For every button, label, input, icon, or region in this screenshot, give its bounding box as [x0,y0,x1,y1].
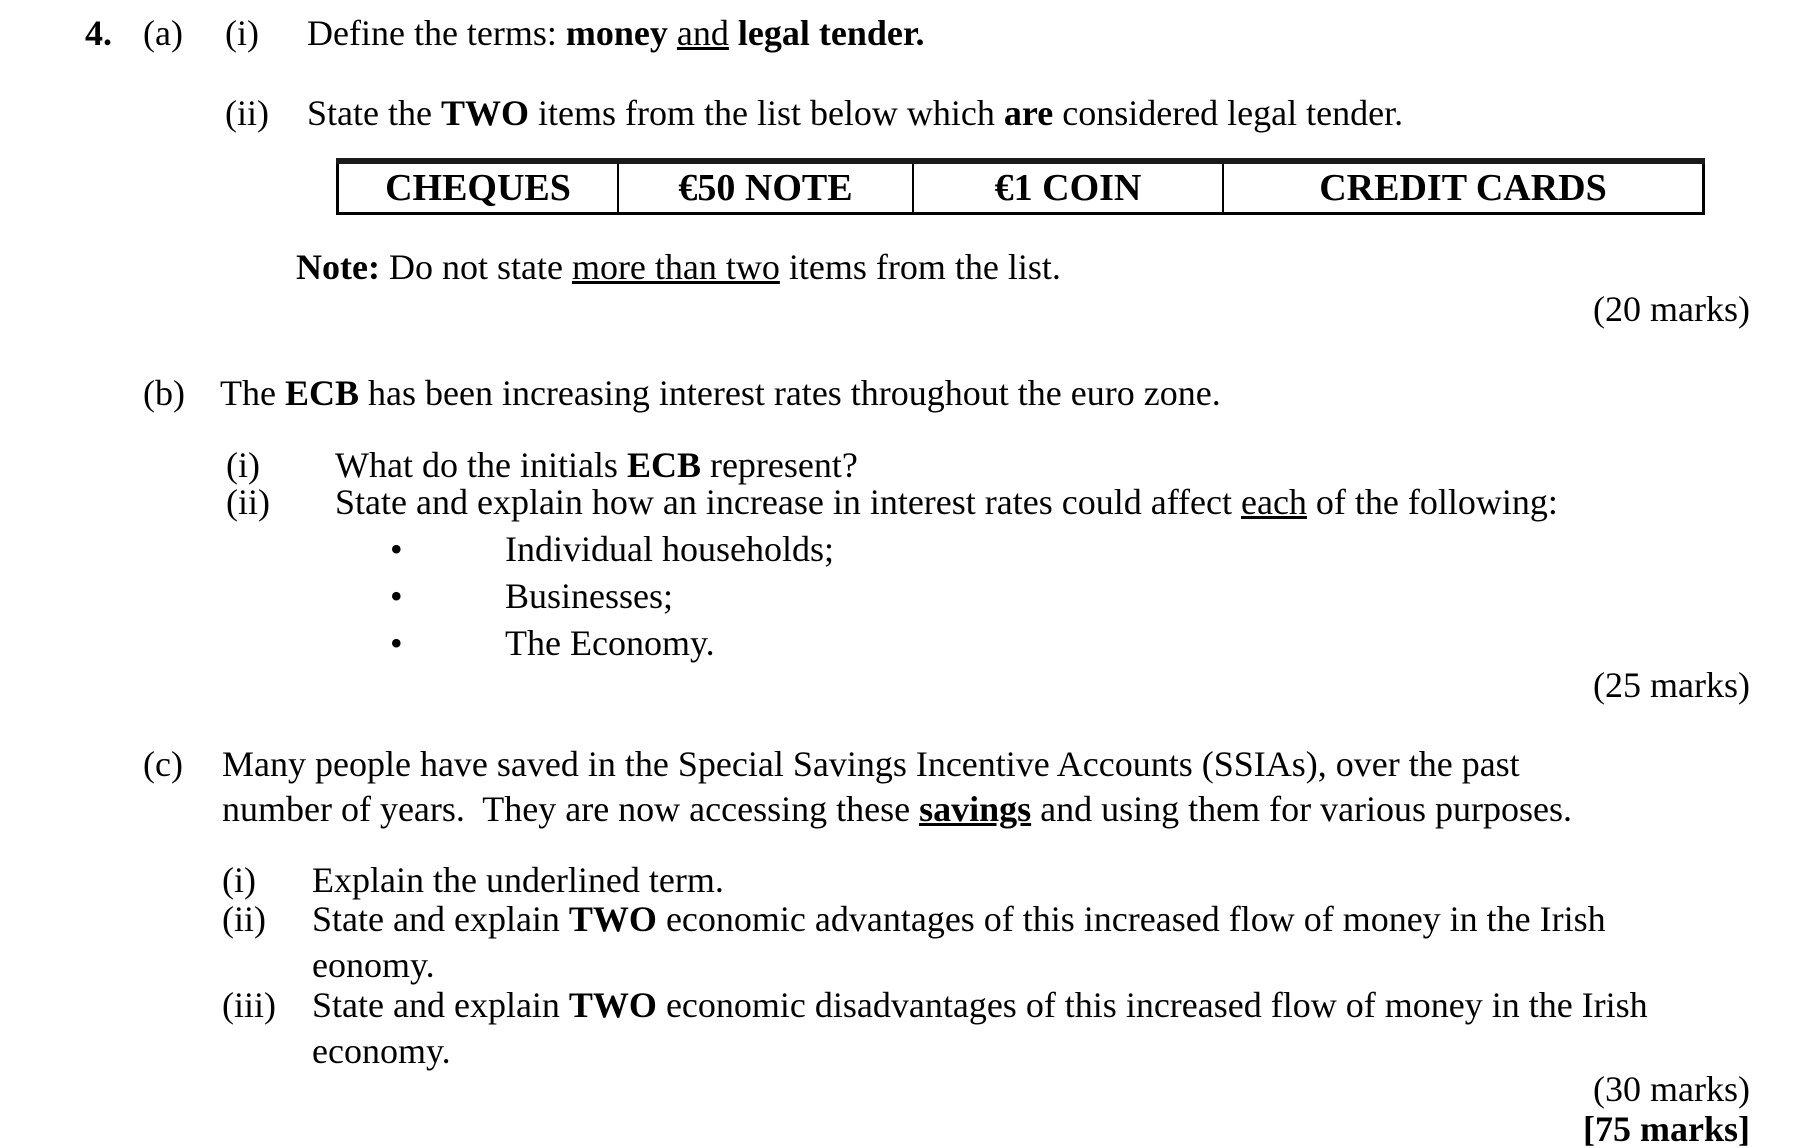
table-row [338,161,1704,214]
note-text: Note: Do not state more than two items from the list. [296,247,1061,287]
bullet-icon: • [390,529,403,569]
part-c-intro-line2: number of years. They are now accessing these savings and using them for various purposes. [222,789,1573,829]
part-a-item-ii-text: State the TWO items from the list below which are considered legal tender. [307,93,1404,133]
part-c-item-iii-line2: economy. [312,1031,451,1071]
part-b-item-ii-text: State and explain how an increase in interest rates could affect each of the following: [335,482,1558,522]
bullet-item-businesses: Businesses; [505,576,674,616]
question-number: 4. [85,13,112,53]
part-a-marks: (20 marks) [1593,289,1750,329]
part-c-item-ii-line2: eonomy. [312,945,435,985]
part-b-item-ii-label: (ii) [226,482,270,522]
part-b-item-i-text: What do the initials ECB represent? [335,445,858,485]
part-c-label: (c) [143,744,183,784]
part-c-marks: (30 marks) [1593,1069,1750,1109]
table-cell-1-coin: €1 COIN [913,161,1223,214]
part-c-intro-line1: Many people have saved in the Special Savings Incentive Accounts (SSIAs), over the past [222,744,1520,784]
part-a-item-ii-label: (ii) [225,93,269,133]
bullet-item-economy: The Economy. [505,623,715,663]
part-b-marks: (25 marks) [1593,665,1750,705]
part-c-item-iii-label: (iii) [222,985,276,1025]
part-a-label: (a) [143,13,183,53]
part-b-label: (b) [143,373,185,413]
part-c-item-iii-line1: State and explain TWO economic disadvantages of this increased flow of money in the Irish [312,985,1648,1025]
legal-tender-table [336,158,1705,215]
part-a-item-i-text: Define the terms: money and legal tender. [307,13,925,53]
part-c-item-i-text: Explain the underlined term. [312,860,724,900]
bullet-icon: • [390,576,403,616]
table-cell-50-note: €50 NOTE [618,161,913,214]
part-b-item-i-label: (i) [226,445,260,485]
part-c-item-i-label: (i) [222,860,256,900]
part-a-item-i-label: (i) [225,13,259,53]
table-cell-credit-cards: CREDIT CARDS [1223,161,1704,214]
bullet-item-households: Individual households; [505,529,834,569]
total-marks: [75 marks] [1583,1109,1750,1148]
table-cell-cheques: CHEQUES [338,161,619,214]
part-c-item-ii-label: (ii) [222,899,266,939]
part-b-intro-text: The ECB has been increasing interest rates throughout the euro zone. [220,373,1221,413]
bullet-icon: • [390,623,403,663]
part-c-item-ii-line1: State and explain TWO economic advantages of this increased flow of money in the Irish [312,899,1606,939]
